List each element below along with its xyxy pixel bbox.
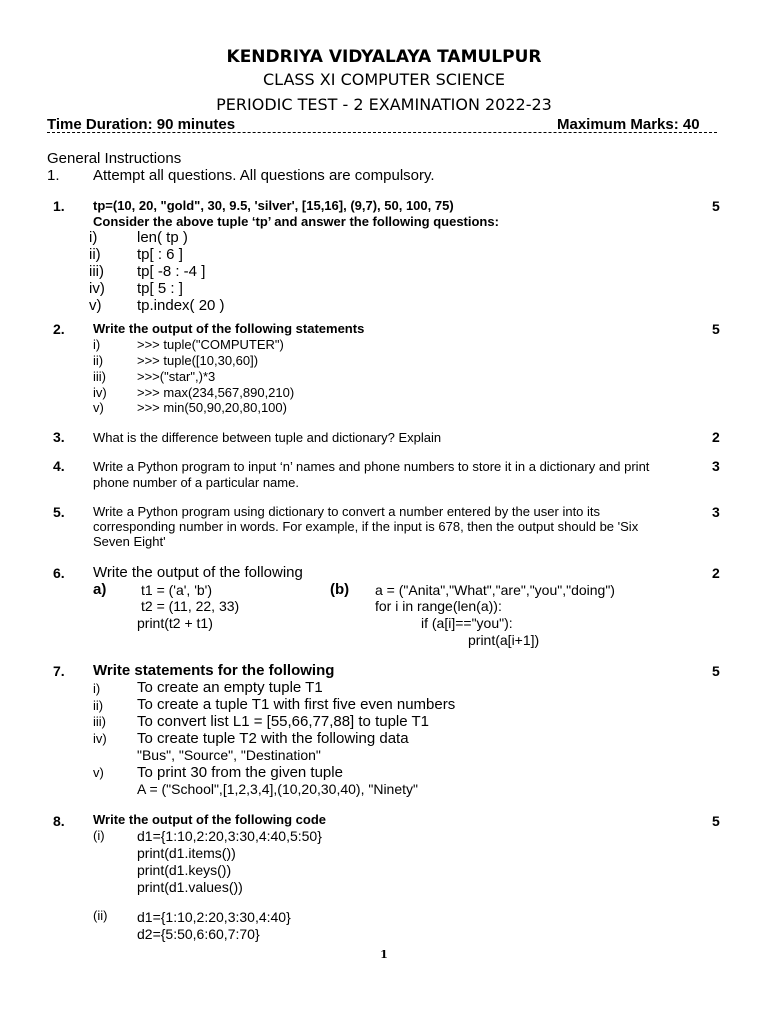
question-number: 5. xyxy=(53,504,65,520)
code-line: print(d1.keys()) xyxy=(137,862,232,878)
code-line: t2 = (11, 22, 33) xyxy=(141,598,240,614)
part-label-i: (i) xyxy=(93,828,105,843)
question-number: 6. xyxy=(53,565,65,581)
item-label: iv) xyxy=(89,280,105,297)
question-marks: 5 xyxy=(712,663,720,679)
item-label: v) xyxy=(93,765,104,780)
q1-tuple-definition: tp=(10, 20, "gold", 30, 9.5, 'silver', [15,16], (9,7), 50, 100, 75) xyxy=(93,198,454,213)
item-text: tp[ : 6 ] xyxy=(137,246,183,263)
question-marks: 5 xyxy=(712,321,720,337)
question-marks: 2 xyxy=(712,565,720,581)
question-marks: 3 xyxy=(712,458,720,474)
time-duration: Time Duration: 90 minutes xyxy=(47,116,236,133)
code-line: print(t2 + t1) xyxy=(137,615,213,631)
q5-line-2: corresponding number in words. For example, if the input is 678, then the output should be 'Six xyxy=(93,519,639,534)
item-label: i) xyxy=(89,229,98,246)
q2-heading: Write the output of the following statements xyxy=(93,321,365,336)
q6-heading: Write the output of the following xyxy=(93,564,303,581)
part-label-b: (b) xyxy=(330,581,350,598)
item-text: To create a tuple T1 with first five even numbers xyxy=(137,696,456,713)
part-label-a: a) xyxy=(93,581,107,598)
code-line: t1 = ('a', 'b') xyxy=(141,582,212,598)
dashed-divider xyxy=(47,132,717,133)
question-number: 3. xyxy=(53,429,65,445)
item-label: ii) xyxy=(93,698,104,713)
item-text: A = ("School",[1,2,3,4],(10,20,30,40), "Ninety" xyxy=(137,781,418,797)
item-text: len( tp ) xyxy=(137,229,188,246)
item-label: i) xyxy=(93,681,101,696)
item-text: >>> max(234,567,890,210) xyxy=(137,385,295,400)
code-line: d1={1:10,2:20,3:30,4:40,5:50} xyxy=(137,828,322,844)
code-line: for i in range(len(a)): xyxy=(375,598,502,614)
q4-line-2: phone number of a particular name. xyxy=(93,475,299,490)
item-text: To create an empty tuple T1 xyxy=(137,679,323,696)
q7-heading: Write statements for the following xyxy=(93,662,335,679)
code-line: d2={5:50,6:60,7:70} xyxy=(137,926,260,942)
question-marks: 3 xyxy=(712,504,720,520)
exam-title: PERIODIC TEST - 2 EXAMINATION 2022-23 xyxy=(216,95,552,114)
item-text: To print 30 from the given tuple xyxy=(137,764,343,781)
item-text: >>> tuple([10,30,60]) xyxy=(137,353,259,368)
page-number: 1 xyxy=(380,948,388,961)
item-text: >>> min(50,90,20,80,100) xyxy=(137,400,287,415)
code-line: a = ("Anita","What","are","you","doing") xyxy=(375,582,615,598)
question-number: 4. xyxy=(53,458,65,474)
question-marks: 2 xyxy=(712,429,720,445)
item-text: >>>("star",)*3 xyxy=(137,369,216,384)
item-text: tp[ -8 : -4 ] xyxy=(137,263,206,280)
item-label: i) xyxy=(93,337,101,352)
item-label: iv) xyxy=(93,731,107,746)
instructions-heading: General Instructions xyxy=(47,150,182,167)
code-line: if (a[i]=="you"): xyxy=(421,615,513,631)
code-line: print(a[i+1]) xyxy=(468,632,540,648)
code-line: d1={1:10,2:20,3:30,4:40} xyxy=(137,909,291,925)
item-text: "Bus", "Source", "Destination" xyxy=(137,747,321,763)
item-text: To create tuple T2 with the following data xyxy=(137,730,409,747)
question-number: 7. xyxy=(53,663,65,679)
q8-heading: Write the output of the following code xyxy=(93,812,327,827)
item-label: iii) xyxy=(93,714,106,729)
instruction-text: Attempt all questions. All questions are compulsory. xyxy=(93,167,435,184)
question-number: 1. xyxy=(53,198,65,214)
item-label: ii) xyxy=(89,246,101,263)
part-label-ii: (ii) xyxy=(93,908,108,923)
class-title: CLASS XI COMPUTER SCIENCE xyxy=(263,70,505,89)
q3-text: What is the difference between tuple and dictionary? Explain xyxy=(93,430,442,445)
instruction-number: 1. xyxy=(47,167,60,184)
item-text: tp[ 5 : ] xyxy=(137,280,183,297)
item-label: iii) xyxy=(93,369,106,384)
q5-line-3: Seven Eight' xyxy=(93,534,166,549)
item-label: v) xyxy=(89,297,102,314)
q4-line-1: Write a Python program to input ‘n’ names and phone numbers to store it in a dictionary and print xyxy=(93,459,650,474)
item-text: tp.index( 20 ) xyxy=(137,297,225,314)
q1-instruction: Consider the above tuple ‘tp’ and answer the following questions: xyxy=(93,214,499,229)
item-text: >>> tuple("COMPUTER") xyxy=(137,337,284,352)
code-line: print(d1.items()) xyxy=(137,845,236,861)
item-text: To convert list L1 = [55,66,77,88] to tuple T1 xyxy=(137,713,429,730)
code-line: print(d1.values()) xyxy=(137,879,243,895)
item-label: ii) xyxy=(93,353,104,368)
question-marks: 5 xyxy=(712,813,720,829)
q5-line-1: Write a Python program using dictionary to convert a number entered by the user into its xyxy=(93,504,601,519)
item-label: iii) xyxy=(89,263,104,280)
item-label: v) xyxy=(93,400,104,415)
item-label: iv) xyxy=(93,385,107,400)
maximum-marks: Maximum Marks: 40 xyxy=(557,116,700,133)
question-number: 8. xyxy=(53,813,65,829)
question-marks: 5 xyxy=(712,198,720,214)
question-number: 2. xyxy=(53,321,65,337)
school-name: KENDRIYA VIDYALAYA TAMULPUR xyxy=(226,47,542,67)
